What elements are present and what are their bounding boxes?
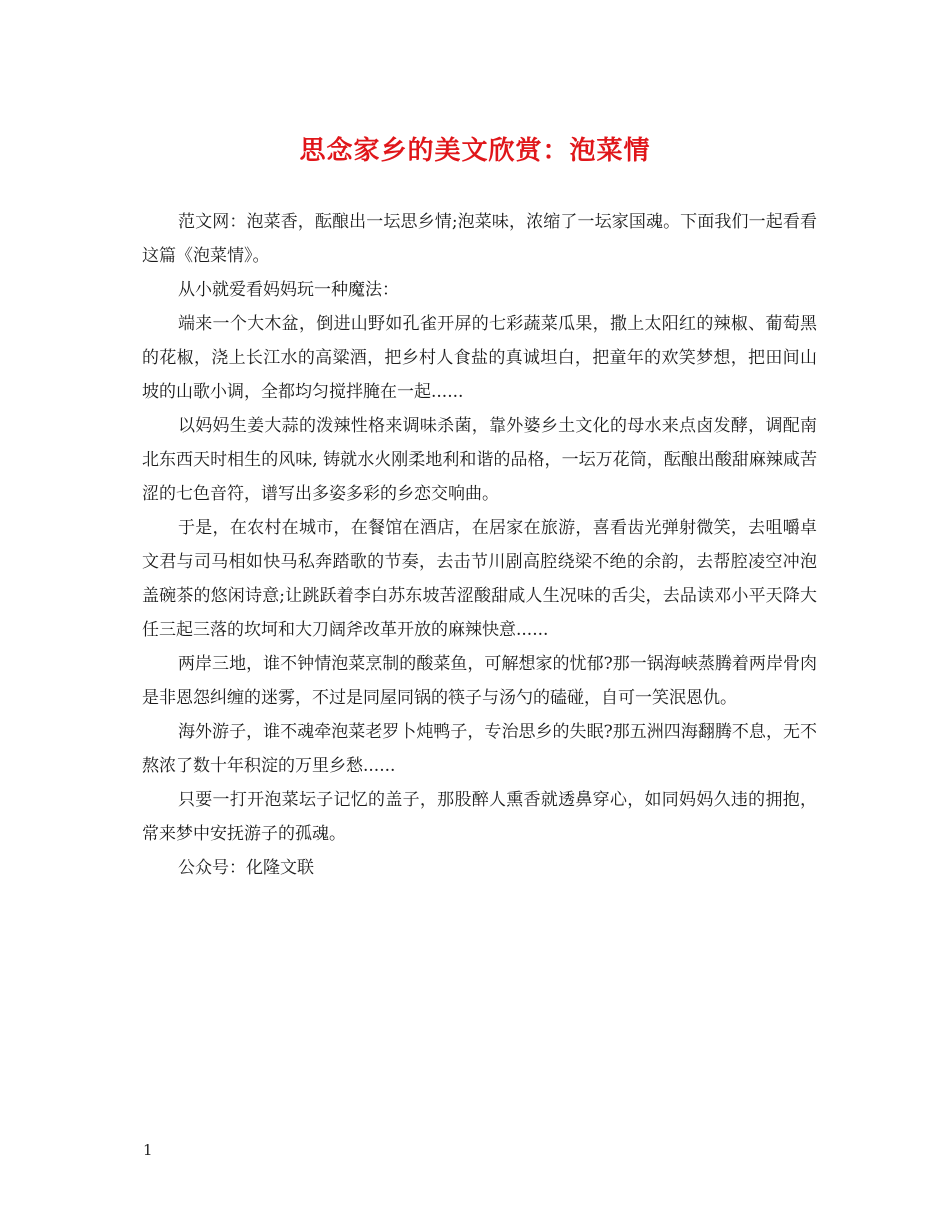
paragraph: 端来一个大木盆，倒进山野如孔雀开屏的七彩蔬菜瓜果，撒上太阳红的辣椒、葡萄黑的花椒，浇上长江水的高粱酒，把乡村人食盐的真诚坦白，把童年的欢笑梦想，把田间山坡的山歌小调，全都均匀搅拌腌在一起...... — [142, 314, 817, 402]
paragraph: 海外游子，谁不魂牵泡菜老罗卜炖鸭子，专治思乡的失眠?那五洲四海翻腾不息，无不熬浓了数十年积淀的万里乡愁...... — [142, 722, 817, 776]
page-title: 思念家乡的美文欣赏：泡菜情 — [299, 136, 651, 166]
paragraph: 从小就爱看妈妈玩一种魔法： — [178, 280, 399, 300]
paragraph: 两岸三地，谁不钟情泡菜烹制的酸菜鱼，可解想家的忧郁?那一锅海峡蒸腾着两岸骨肉是非恩怨纠缠的迷雾，不过是同屋同锅的筷子与汤勺的磕碰，自可一笑泯恩仇。 — [142, 654, 817, 708]
paragraph: 于是，在农村在城市，在餐馆在酒店，在居家在旅游，喜看齿光弹射微笑，去咀嚼卓文君与司马相如快马私奔踏歌的节奏，去击节川剧高腔绕梁不绝的余韵，去帮腔凌空冲泡盖碗茶的悠闲诗意;让跳跃着李白苏东坡苦涩酸甜咸人生况味的舌尖，去品读邓小平天降大任三起三落的坎坷和大刀阔斧改革开放的麻辣快意...... — [142, 518, 817, 640]
paragraph: 范文网：泡菜香，酝酿出一坛思乡情;泡菜味，浓缩了一坛家国魂。下面我们一起看看这篇《泡菜情》。 — [142, 212, 817, 266]
paragraph-footer-note: 公众号：化隆文联 — [178, 858, 314, 878]
page-number: 1 — [143, 1141, 153, 1159]
article-body — [142, 205, 817, 885]
paragraph: 以妈妈生姜大蒜的泼辣性格来调味杀菌，靠外婆乡土文化的母水来点卤发酵，调配南北东西天时相生的风味, 铸就水火刚柔地利和谐的品格，一坛万花筒，酝酿出酸甜麻辣咸苦涩的七色音符，谱写出多姿多彩的乡恋交响曲。 — [142, 416, 817, 504]
paragraph: 只要一打开泡菜坛子记忆的盖子，那股醉人熏香就透鼻穿心，如同妈妈久违的拥抱，常来梦中安抚游子的孤魂。 — [142, 790, 817, 844]
